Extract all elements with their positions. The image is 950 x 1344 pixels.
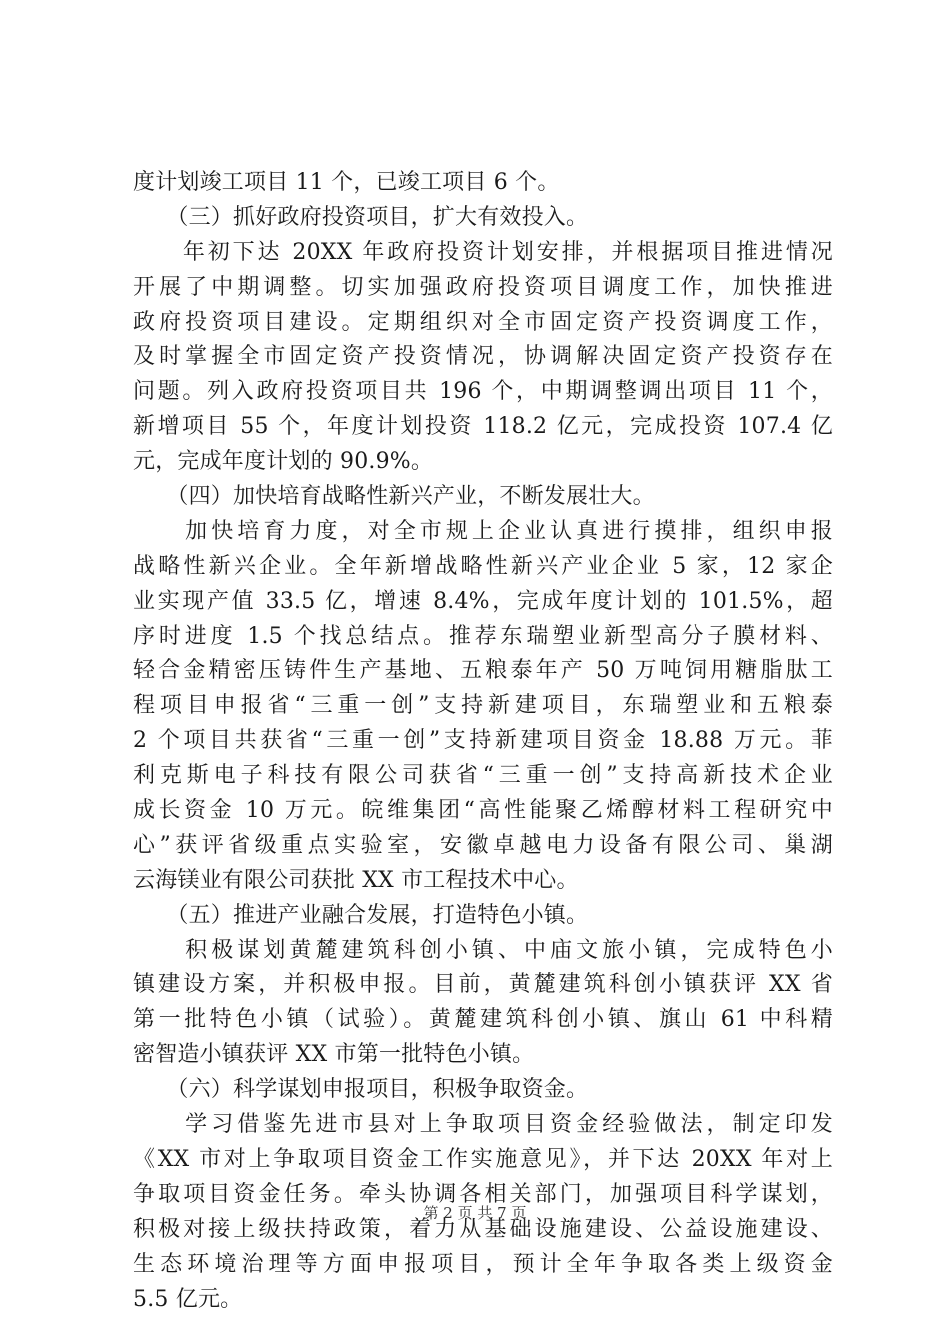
text-line: 及时掌握全市固定资产投资情况，协调解决固定资产投资存在 xyxy=(133,344,833,370)
text-line: 程项目申报省“三重一创”支持新建项目，东瑞塑业和五粮泰 xyxy=(133,693,833,719)
text-line: 序时进度 1.5 个找总结点。推荐东瑞塑业新型高分子膜材料、 xyxy=(133,623,833,649)
text-line: 密智造小镇获评 XX 市第一批特色小镇。 xyxy=(133,1042,535,1068)
document-body xyxy=(133,166,833,1317)
text-line: 心”获评省级重点实验室，安徽卓越电力设备有限公司、巢湖 xyxy=(133,832,833,858)
text-line: 加快培育力度，对全市规上企业认真进行摸排，组织申报 xyxy=(133,518,833,544)
text-line: 年初下达 20XX 年政府投资计划安排，并根据项目推进情况 xyxy=(133,239,833,265)
text-line: 政府投资项目建设。定期组织对全市固定资产投资调度工作， xyxy=(133,309,833,335)
text-line: 战略性新兴企业。全年新增战略性新兴产业企业 5 家，12 家企 xyxy=(133,553,833,579)
text-line: 成长资金 10 万元。皖维集团“高性能聚乙烯醇材料工程研究中 xyxy=(133,798,833,824)
text-line: 新增项目 55 个，年度计划投资 118.2 亿元，完成投资 107.4 亿 xyxy=(133,414,833,440)
text-line: 生态环境治理等方面申报项目，预计全年争取各类上级资金 xyxy=(133,1251,833,1277)
text-line: 积极对接上级扶持政策，着力从基础设施建设、公益设施建设、 xyxy=(133,1216,833,1242)
text-line: 问题。列入政府投资项目共 196 个，中期调整调出项目 11 个， xyxy=(133,379,833,405)
text-line: 元，完成年度计划的 90.9%。 xyxy=(133,449,434,475)
text-line: （三）抓好政府投资项目，扩大有效投入。 xyxy=(133,204,589,230)
text-line: （五）推进产业融合发展，打造特色小镇。 xyxy=(133,902,589,928)
text-line: 业实现产值 33.5 亿，增速 8.4%，完成年度计划的 101.5%，超 xyxy=(133,588,833,614)
text-line: 利克斯电子科技有限公司获省“三重一创”支持高新技术企业 xyxy=(133,763,833,789)
text-line: 度计划竣工项目 11 个，已竣工项目 6 个。 xyxy=(133,170,560,195)
text-line: 5.5 亿元。 xyxy=(133,1286,243,1312)
text-line: 《XX 市对上争取项目资金工作实施意见》，并下达 20XX 年对上 xyxy=(133,1146,833,1172)
text-line: 2 个项目共获省“三重一创”支持新建项目资金 18.88 万元。菲 xyxy=(133,728,833,754)
text-line: （六）科学谋划申报项目，积极争取资金。 xyxy=(133,1077,589,1103)
text-line: 开展了中期调整。切实加强政府投资项目调度工作，加快推进 xyxy=(133,274,833,300)
text-line: 积极谋划黄麓建筑科创小镇、中庙文旅小镇，完成特色小 xyxy=(133,937,833,963)
text-line: 轻合金精密压铸件生产基地、五粮泰年产 50 万吨饲用糖脂肽工 xyxy=(133,658,833,684)
text-line: 云海镁业有限公司获批 XX 市工程技术中心。 xyxy=(133,867,579,893)
text-line: 镇建设方案，并积极申报。目前，黄麓建筑科创小镇获评 XX 省 xyxy=(133,972,833,998)
text-line: 第一批特色小镇（试验）。黄麓建筑科创小镇、旗山 61 中科精 xyxy=(133,1007,833,1033)
text-line: 争取项目资金任务。牵头协调各相关部门，加强项目科学谋划， xyxy=(133,1181,833,1207)
page-footer: 第 2 页 共 7 页 xyxy=(423,1204,527,1222)
text-line: （四）加快培育战略性新兴产业，不断发展壮大。 xyxy=(133,484,655,510)
text-line: 学习借鉴先进市县对上争取项目资金经验做法，制定印发 xyxy=(133,1112,833,1138)
